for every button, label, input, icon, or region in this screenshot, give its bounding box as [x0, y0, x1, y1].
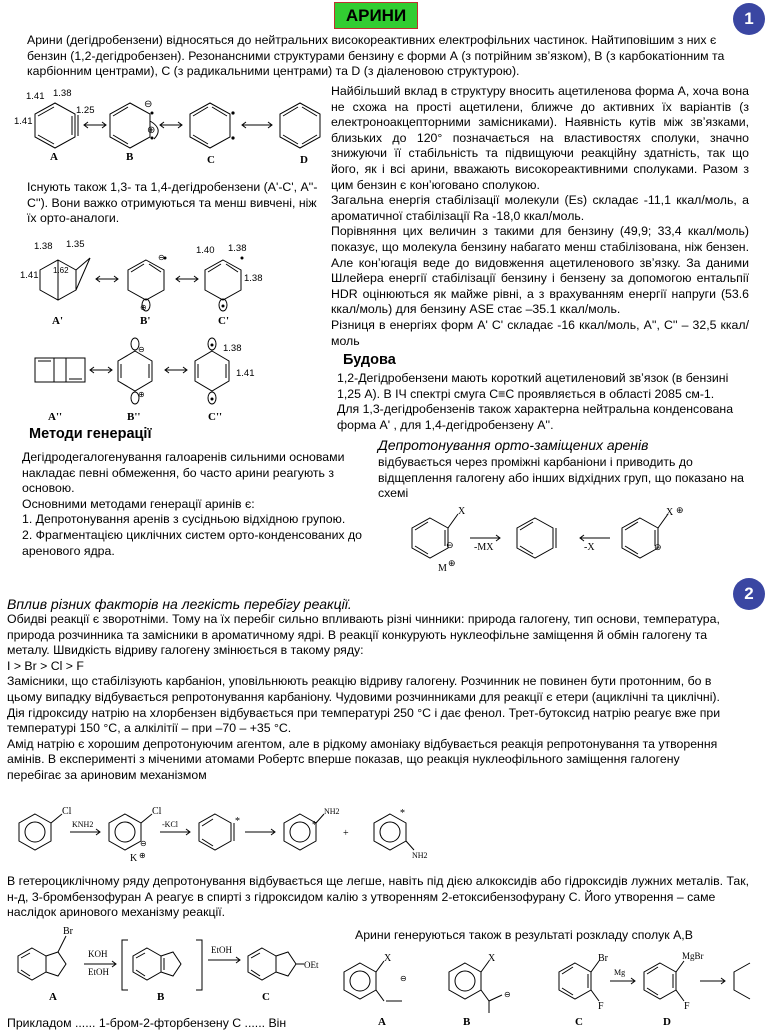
svg-text:KNH2: KNH2 [72, 820, 94, 829]
svg-text:X: X [666, 507, 674, 518]
svg-text:⊖: ⊖ [138, 345, 145, 354]
methods-heading: Методи генерації [29, 426, 152, 442]
label-c: C [207, 154, 215, 166]
svg-text:B': B' [140, 315, 151, 327]
decomposition-note: Арини генеруються також в результаті розкладу сполук А,В [355, 928, 693, 942]
svg-text:NH2: NH2 [324, 807, 340, 816]
svg-text:⊕: ⊕ [140, 303, 147, 312]
structure-heading: Будова [343, 352, 396, 368]
methods-paragraph: Дегідродегалогенування галоаренів сильними основами накладає певні обмеження, бо часто арини реагують з основою. Основними методами генерації аринів є: 1. Депротонування аренів з сусідньою відхідною групою. 2. Фрагментацією циклічних систем орто-конденсованих до аренового ядра. [22, 450, 363, 558]
svg-text:C: C [575, 1016, 583, 1028]
svg-text:MgBr: MgBr [682, 951, 704, 961]
svg-text:1.62: 1.62 [53, 266, 69, 275]
section2-heading: Вплив різних факторів на легкість перебігу реакції. [7, 596, 352, 612]
svg-text:-MX: -MX [474, 542, 494, 553]
footer-fragment: Прикладом ...... 1-бром-2-фторбензену С ...... Він [7, 1016, 287, 1030]
svg-text:1.41: 1.41 [20, 270, 39, 281]
svg-text:C': C' [218, 315, 229, 327]
isomers-note: Існують також 1,3- та 1,4-дегідробензени (А'-С', А''-С''). Вони важко отримуються та менш вивчені, ніж їх орто-аналоги. [27, 180, 318, 226]
svg-text:⊕: ⊕ [448, 558, 456, 568]
svg-text:1.41: 1.41 [236, 368, 255, 379]
svg-text:EtOH: EtOH [88, 967, 109, 977]
benzofuran-scheme [12, 920, 342, 1005]
svg-text:*: * [235, 816, 240, 827]
svg-text:B: B [157, 991, 165, 1003]
svg-text:1.25: 1.25 [76, 105, 95, 116]
svg-text:F: F [684, 1001, 690, 1012]
svg-text:⊖: ⊖ [400, 974, 407, 983]
meta-benzyne-diagram [18, 236, 278, 328]
svg-text:1.41: 1.41 [26, 91, 45, 102]
svg-text:⊕: ⊕ [676, 505, 684, 515]
svg-text:1.38: 1.38 [223, 343, 242, 354]
svg-text:M: M [438, 563, 447, 574]
section2-body: Обидві реакції є зворотніми. Тому на їх перебіг сильно впливають різні чинники: природа галогену, тип основи, температура, природа розчинника та замісники в ароматичному ядрі. В реакції конкурують нуклеофільне заміщення й обмін галогену та металу. Швидкість відриву галогену змінюється в такому ряду: I > Br > Cl > F Замісники, що стабілізують карбаніон, уповільнюють реакцію відриву галогену. Розчинник не повинен бути протонним, бо в цьому випадку відбувається репротонування карбаніону. Чудовими розчинниками для реакції є етери (ациклічні та циклічні). Дія гідроксиду натрію на хлорбензен відбувається при температурі 250 °С і дає фенол. Трет-бутоксид натрію реагує вже при температурі 150 °С, а алкілітії – при –70 – +35 °С. Амід натрію є хорошим депротонуючим агентом, але в рідкому амоніаку відбувається реакція репротонування та утворення амінів. В експерименті з міченими атомами Робертс вперше показав, що реакція нуклеофільного заміщення галогену перебігає за ариновим механізмом [7, 612, 721, 782]
svg-text:+: + [343, 828, 349, 839]
svg-text:A': A' [52, 315, 63, 327]
svg-text:*: * [312, 820, 317, 831]
svg-text:*: * [400, 808, 405, 819]
svg-text:⊕: ⊕ [138, 390, 145, 399]
page-title: АРИНИ [334, 2, 418, 29]
svg-text:X: X [458, 506, 466, 517]
svg-text:1.40: 1.40 [196, 245, 215, 256]
svg-text:EtOH: EtOH [211, 945, 232, 955]
deprotonation-scheme [400, 500, 700, 578]
label-a: A [50, 151, 58, 163]
plus-charge: ⊕ [147, 125, 156, 136]
svg-text:B'': B'' [127, 411, 141, 423]
svg-text:⊖: ⊖ [654, 542, 662, 552]
svg-text:1.41: 1.41 [14, 116, 33, 127]
svg-text:Mg: Mg [614, 968, 626, 977]
structure-description: Найбільший вклад в структуру вносить ацетиленова форма А, хоча вона не схожа на прості ацетилени, ближче до активних їх варіантів (з електроноакцепторними замісниками). Наявність кутів між звʼязками, близьких до 120° позначається на властивостях сполуки, значно знижуючи її стабільність та підвищуючи реакційну здатність, так що його, як і всі арини, вважають високореактивними сполуками. Разом з цим бензин є конʼюговано сполукою. Загальна енергія стабілізації молекули (Еs) складає -11,1 ккал/моль, а ароматичної стабілізації Ra -18,0 ккал/моль. Порівняння цих величин з такими для бензину (49,9; 33,4 ккал/моль) показує, що молекула бензину набагато менш стабілізована, ніж бензен. Але конʼюгація веде до видовження ацетиленового звʼязку. За даними Шлейера енергії стабілізації бензину і бензену за допомогою ентальпії HDR оцінюються як майже рівні, а з врахуванням енергії напруги (53.6 ккал/моль) для бензину ASE стає –35.1 ккал/моль. Різниця в енергіях форм A' C' складає -16 ккал/моль, A'', C'' – 32,5 ккал/моль [331, 84, 749, 348]
heterocycle-paragraph: В гетероциклічному ряду депротонування відбувається ще легше, навіть під дією алкоксидів або гідроксидів лужних металів. Так, н-д, 3-бромбензофуран А реагує в спирті з гідроксидом калію з утворенням 2-етоксибензофурану С. Його утворення – саме наслідок аринового механізму реакції. [7, 874, 750, 920]
svg-text:C'': C'' [208, 411, 223, 423]
decomposition-scheme [330, 945, 768, 1028]
ring-c [190, 103, 230, 148]
svg-text:1.35: 1.35 [66, 239, 85, 250]
section-badge-1: 1 [733, 3, 765, 35]
minus-charge: ⊖ [144, 99, 153, 110]
svg-text:⊖: ⊖ [504, 990, 511, 999]
benzyne-resonance-diagram [10, 85, 330, 170]
section-badge-2: 2 [733, 578, 765, 610]
svg-text:Br: Br [598, 953, 608, 964]
svg-text:A: A [49, 991, 57, 1003]
svg-text:1.38: 1.38 [244, 273, 263, 284]
svg-text:D: D [663, 1016, 671, 1028]
svg-text:Cl: Cl [62, 806, 72, 817]
svg-text:⊕: ⊕ [139, 851, 146, 860]
para-benzyne-diagram [30, 336, 270, 428]
svg-text:KOH: KOH [88, 949, 108, 959]
roberts-scheme [10, 800, 440, 865]
svg-text:1.38: 1.38 [228, 243, 247, 254]
deprotonation-paragraph: відбувається через проміжні карбаніони і приводить до відщеплення галогену або інших відхідних груп, що показано на схемі [378, 455, 744, 501]
svg-text:-KCl: -KCl [162, 820, 178, 829]
svg-text:NH2: NH2 [412, 851, 428, 860]
svg-text:Cl: Cl [152, 806, 162, 817]
label-b: B [126, 151, 134, 163]
deprotonation-heading: Депротонування орто-заміщених аренів [378, 437, 649, 453]
svg-text:1.38: 1.38 [53, 88, 72, 99]
svg-text:C: C [262, 991, 270, 1003]
svg-text:X: X [488, 953, 496, 964]
svg-text:OEt: OEt [304, 960, 319, 970]
label-d: D [300, 154, 308, 166]
svg-text:B: B [463, 1016, 471, 1028]
svg-text:⊖: ⊖ [158, 253, 165, 262]
svg-text:X: X [384, 953, 392, 964]
svg-text:K: K [130, 853, 138, 864]
structure-paragraph: 1,2-Дегідробензени мають короткий ацетиленовий звʼязок (в бензині 1,25 А). В ІЧ спектрі смуга С≡С проявляється в області 2085 см-1. Для 1,3-дегідробензенів також характерна нейтральна конденсована форма A' , для 1,4-дегідробензену A''. [337, 371, 734, 432]
svg-text:A: A [378, 1016, 386, 1028]
svg-text:Br: Br [63, 926, 73, 937]
svg-text:-X: -X [584, 542, 595, 553]
svg-text:F: F [598, 1001, 604, 1012]
ring-a [35, 103, 75, 148]
svg-text:⊖: ⊖ [446, 540, 454, 550]
svg-text:1.38: 1.38 [34, 241, 53, 252]
svg-text:A'': A'' [48, 411, 63, 423]
intro-paragraph: Арини (дегідробензени) відносяться до нейтральних високореактивних електрофільних частинок. Найтиповішим з них є бензин (1,2-дегідробензен). Резонансними структурами бензину є форми А (з потрійним звʼязком), В (з карбокатіонним та карбіонним центрами), С (з радикальними центрами) та D (з діаленовою структурою). [27, 33, 725, 79]
ring-d [280, 103, 320, 148]
svg-text:⊖: ⊖ [140, 839, 147, 848]
